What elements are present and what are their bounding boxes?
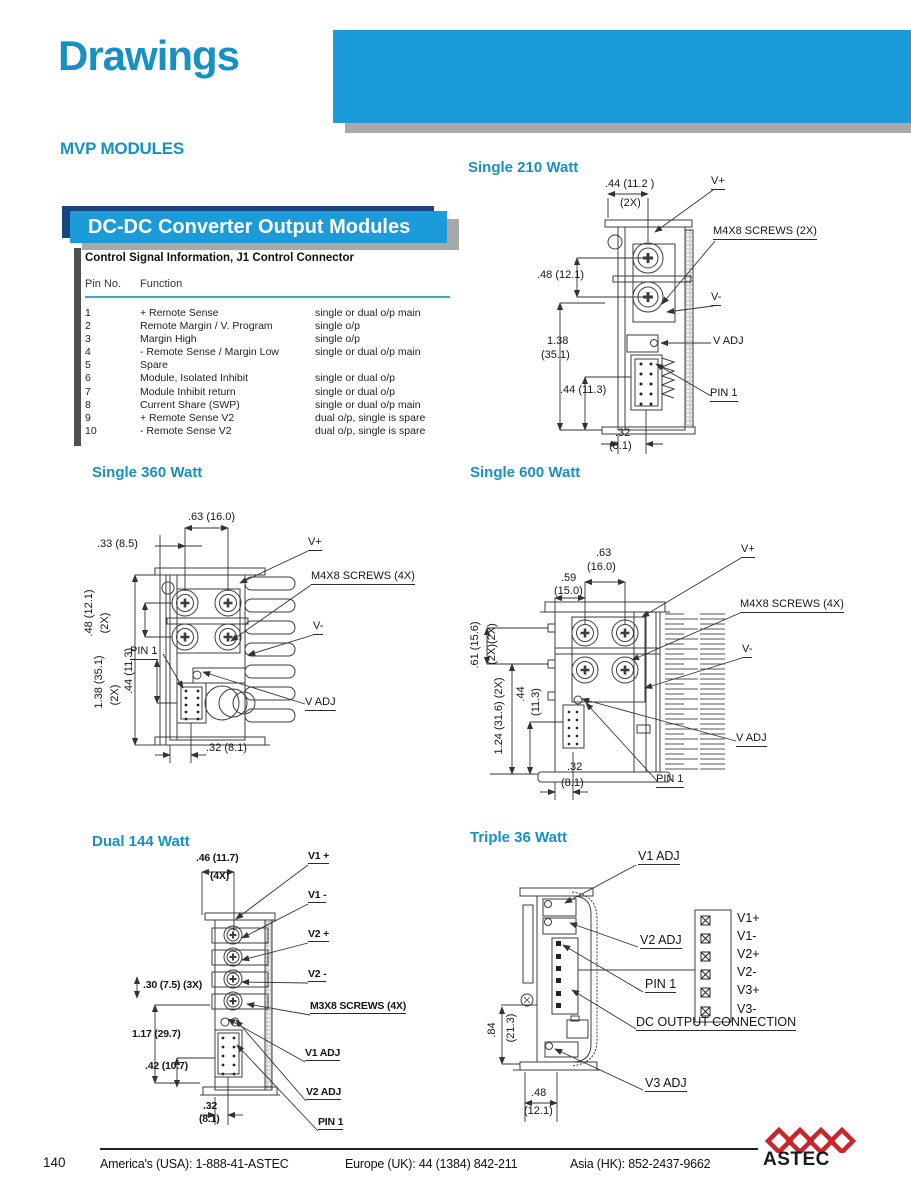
module-outline	[538, 602, 725, 782]
dim-label: (11.3)	[530, 688, 543, 716]
pin-table-header	[85, 278, 450, 298]
table-row: 5 Spare	[85, 359, 169, 372]
single-360-drawing	[60, 455, 460, 807]
dim-label: (2X)	[109, 684, 122, 706]
vplus-label: V+	[308, 537, 322, 551]
table-left-strip	[74, 248, 81, 446]
dual-144-drawing	[60, 825, 460, 1147]
v3adj-label: V3 ADJ	[645, 1077, 687, 1092]
v1adj-label: V1 ADJ	[305, 1048, 340, 1061]
panel-single-600	[460, 452, 911, 814]
connector-pins	[222, 1037, 236, 1076]
dim-label: .61 (15.6)	[469, 621, 482, 669]
dim-label: .32 (8.1)	[206, 742, 247, 754]
dim-label: .30 (7.5) (3X)	[143, 979, 203, 991]
table-row: 8 Current Share (SWP) single or dual o/p main	[85, 398, 421, 411]
pin-table-title: Control Signal Information, J1 Control Connector	[85, 252, 354, 264]
dim-label: .63	[596, 547, 612, 559]
table-row: 9 + Remote Sense V2 dual o/p, single is spare	[85, 411, 426, 424]
table-row: 6 Module, Isolated Inhibit single or dual o/p	[85, 372, 395, 385]
dim-label: (15.0)	[554, 585, 583, 597]
astec-logo-text: ASTEC	[763, 1149, 830, 1170]
vminus-label: V-	[313, 621, 323, 635]
terminal-label: V2-	[737, 965, 757, 979]
screws-label: M4X8 SCREWS (4X)	[311, 571, 415, 585]
single-360-heading: Single 360 Watt	[92, 464, 203, 481]
module-outline	[200, 913, 280, 1095]
dim-label: .32	[567, 761, 583, 773]
pin1-label: PIN 1	[318, 1117, 343, 1130]
footer-rule	[100, 1148, 758, 1150]
col-function: Function	[140, 278, 183, 290]
dim-label: 1.38 (35.1)	[93, 655, 106, 709]
dimensions	[487, 582, 625, 800]
pin1-label: PIN 1	[645, 978, 676, 993]
terminal-marks	[701, 916, 710, 1016]
dim-label: .46 (11.7)	[196, 852, 239, 864]
dim-label: .44 (11.3)	[123, 647, 136, 695]
terminal-label: V1-	[737, 929, 757, 943]
connector-pins	[556, 941, 561, 1008]
dim-label: (21.3)	[505, 1013, 518, 1043]
dim-label: .48 (12.1)	[537, 269, 585, 281]
single-600-drawing	[460, 452, 911, 814]
banner	[70, 211, 447, 243]
vplus-label: V+	[741, 544, 755, 558]
table-row: 10 - Remote Sense V2 dual o/p, single is spare	[85, 424, 426, 437]
screws-label: M4X8 SCREWS (4X)	[740, 599, 844, 613]
single-210-drawing	[455, 152, 911, 464]
triple-36-heading: Triple 36 Watt	[470, 829, 567, 846]
vadj-label: V ADJ	[305, 697, 336, 711]
connector-pins	[185, 690, 200, 721]
vminus-label: V-	[711, 292, 721, 306]
dim-label: 1.24 (31.6) (2X)	[493, 677, 506, 755]
v1minus-label: V1 -	[308, 890, 326, 903]
banner-title: DC-DC Converter Output Modules	[88, 216, 411, 238]
single-600-heading: Single 600 Watt	[470, 464, 581, 481]
table-row: 3 Margin High single o/p	[85, 333, 360, 346]
dim-label: (8.1)	[561, 777, 584, 789]
dim-label: (8.1)	[199, 1113, 220, 1125]
terminal-label: V2+	[737, 947, 760, 961]
dim-label: .48	[531, 1087, 547, 1099]
footer-contact-asia: Asia (HK): 852-2437-9662	[570, 1157, 711, 1171]
pin1-label: PIN 1	[656, 774, 684, 788]
vadj-label: V ADJ	[736, 733, 767, 747]
single-210-heading: Single 210 Watt	[468, 159, 579, 176]
v1plus-label: V1 +	[308, 851, 329, 864]
dual-144-heading: Dual 144 Watt	[92, 833, 190, 850]
pin-table	[85, 252, 450, 438]
dim-label: .44 (11.2 )	[605, 178, 655, 190]
connector-pins	[568, 711, 579, 746]
panel-single-360	[60, 455, 460, 807]
dim-label: .42 (10.7)	[145, 1060, 188, 1072]
table-row: 7 Module Inhibit return single or dual o/p	[85, 385, 395, 398]
pin-table-rows	[85, 307, 450, 438]
dim-label: .59	[561, 572, 577, 584]
dim-label: (4X)	[210, 870, 230, 882]
section-title: MVP MODULES	[60, 139, 185, 158]
v2adj-label: V2 ADJ	[306, 1087, 341, 1100]
panel-triple-36	[460, 822, 911, 1147]
table-row: 4 - Remote Sense / Margin Low single or dual o/p main	[85, 346, 421, 359]
panel-dual-144	[60, 825, 460, 1147]
dim-label: (8.1)	[609, 440, 632, 452]
dim-label: .32	[615, 427, 631, 439]
v1adj-label: V1 ADJ	[638, 850, 680, 865]
dim-label: .84	[486, 1022, 499, 1038]
dim-label: .32	[203, 1100, 217, 1112]
header-blue-block	[333, 30, 911, 123]
dim-label: .44 (11.3)	[560, 384, 607, 396]
dim-label: 1.17 (29.7)	[132, 1028, 181, 1040]
footer-contact-europe: Europe (UK): 44 (1384) 842-211	[345, 1157, 518, 1171]
vadj-label: V ADJ	[713, 335, 744, 347]
v2plus-label: V2 +	[308, 929, 329, 942]
dim-label: (12.1)	[524, 1105, 553, 1117]
dim-label: .63 (16.0)	[188, 511, 236, 523]
table-row: 2 Remote Margin / V. Program single o/p	[85, 320, 360, 333]
leader-lines	[163, 551, 313, 704]
module-outline	[501, 888, 731, 1070]
terminal-label: V1+	[737, 911, 760, 925]
pin1-label: PIN 1	[130, 646, 158, 660]
v2minus-label: V2 -	[308, 969, 326, 982]
dim-label: .48 (12.1)	[83, 589, 96, 637]
panel-single-210	[455, 152, 911, 464]
dim-label: (16.0)	[587, 561, 616, 573]
connector-pins	[640, 363, 653, 406]
dim-label: (2X)(2X)	[486, 623, 499, 665]
screws-label: M3X8 SCREWS (4X)	[310, 1001, 406, 1014]
dim-label: .33 (8.5)	[97, 538, 138, 550]
col-pin-no: Pin No.	[85, 278, 122, 290]
dc-output-label: DC OUTPUT CONNECTION	[636, 1016, 796, 1031]
terminal-label: V3+	[737, 983, 760, 997]
pin1-label: PIN 1	[710, 388, 738, 402]
module-outline	[148, 568, 295, 745]
vplus-label: V+	[711, 176, 725, 190]
triple-36-drawing	[460, 822, 911, 1147]
dimensions	[560, 194, 663, 454]
footer-contact-americas: America's (USA): 1-888-41-ASTEC	[100, 1157, 289, 1171]
dim-label: (35.1)	[541, 349, 570, 361]
terminal-label: V3-	[737, 1002, 757, 1016]
page-number: 140	[43, 1155, 66, 1170]
page-title: Drawings	[58, 32, 240, 79]
dim-label: 1.38	[547, 335, 569, 347]
dim-label: (2X)	[99, 612, 112, 634]
vminus-label: V-	[742, 644, 752, 658]
dim-label: (2X)	[620, 197, 641, 209]
table-row: 1 + Remote Sense single or dual o/p main	[85, 307, 421, 319]
screws-label: M4X8 SCREWS (2X)	[713, 226, 817, 240]
module-outline	[602, 220, 695, 434]
dim-label: .44	[515, 686, 528, 702]
v2adj-label: V2 ADJ	[640, 934, 682, 949]
